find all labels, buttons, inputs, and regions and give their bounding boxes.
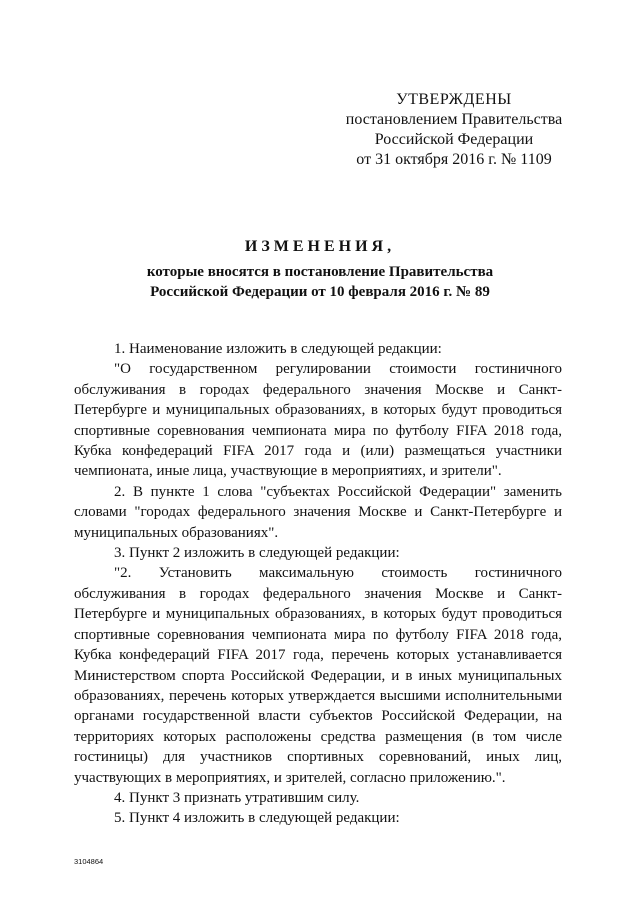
paragraph-5: "2. Установить максимальную стоимость гостиничного обслуживания в городах федерального значения Москве и Санкт-Петербурге и муниципальных образованиях, в которых будут проводиться спортивные соревнования чемпионата мира по футболу FIFA 2018 года, Кубка конфедераций FIFA 2017 года, перечень которых устанавливается Министерством спорта Российской Федерации, и в иных муниципальных образованиях, перечень которых утверждается высшими исполнительными органами государственной власти субъектов Российской Федерации, на территориях которых расположены средства размещения (в том числе гостиницы) для участников спортивных соревнований, иных лиц, участвующих в мероприятиях, и зрителей, согласно приложению.".	[74, 565, 562, 786]
approval-block	[340, 90, 568, 170]
paragraph-2: "О государственном регулировании стоимости гостиничного обслуживания в городах федерального значения Москве и Санкт-Петербурге и муниципальных образованиях, в которых будут проводиться спортивные соревнования чемпионата мира по футболу FIFA 2018 года, Кубка конфедераций FIFA 2017 года и (или) размещаться участники чемпионата, иные лица, участвующие в мероприятиях, и зрители".	[74, 361, 562, 480]
approval-line-1: постановлением Правительства	[345, 111, 563, 128]
paragraph-3: 2. В пункте 1 слова "субъектах Российской Федерации" заменить словами "городах федерального значения Москве и Санкт-Петербурге и муниципальных образованиях".	[74, 483, 562, 541]
document-code: 3104864	[74, 857, 104, 866]
subtitle-line-2: Российской Федерации от 10 февраля 2016 г. № 89	[150, 284, 490, 300]
subtitle-line-1: которые вносятся в постановление Правительства	[146, 264, 494, 280]
approval-line-2: Российской Федерации	[374, 131, 534, 148]
approval-heading: УТВЕРЖДЕНЫ	[396, 91, 512, 108]
paragraph-1: 1. Наименование изложить в следующей редакции:	[114, 341, 442, 357]
paragraph-7: 5. Пункт 4 изложить в следующей редакции:	[114, 810, 400, 827]
paragraph-4: 3. Пункт 2 изложить в следующей редакции:	[114, 545, 400, 562]
document-subtitle	[120, 262, 520, 302]
document-body	[74, 339, 562, 829]
document-title: ИЗМЕНЕНИЯ,	[244, 238, 396, 255]
approval-line-3: от 31 октября 2016 г. № 1109	[356, 151, 552, 168]
paragraph-6: 4. Пункт 3 признать утратившим силу.	[114, 789, 360, 806]
